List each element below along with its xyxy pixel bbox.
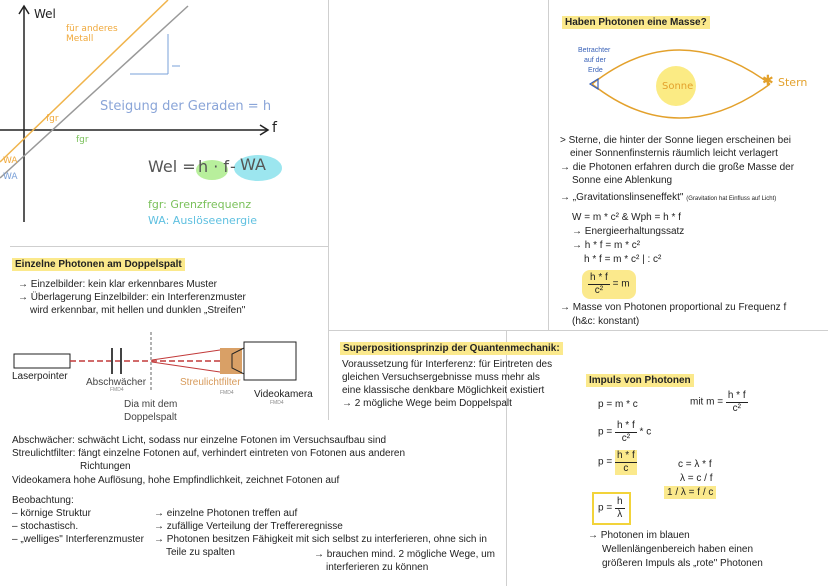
def-filter: Streulichtfilter: fängt einzelne Fotonen auf, verhindert eintreten von Fotonen aus anderen [12, 448, 406, 459]
masse-title: Haben Photonen eine Masse? [562, 16, 710, 29]
obs2-right: → zufällige Verteilung der Treffereregnisse [154, 521, 343, 532]
masse-eq3: → h * f = m * c² [572, 240, 641, 251]
observer-1: Betrachter [578, 47, 611, 54]
section-title-photons: Einzelne Photonen am Doppelspalt [12, 258, 185, 271]
def-abschwaecher: Abschwächer: schwächt Licht, sodass nur einzelne Fotonen im Versuchsaufbau sind [12, 435, 387, 446]
impuls-eq3-frac: $\frac{h * f}{c}$ [616, 450, 635, 474]
label-laserpointer: Laserpointer [12, 371, 68, 382]
impuls-mit [690, 390, 748, 415]
legend-fgr: fgr: Grenzfrequenz [148, 198, 252, 211]
label-other-metal: für anderes Metall [66, 24, 118, 44]
masse-frac: $\frac{h * f}{\text{c²}}$ [590, 272, 608, 296]
axis-label-wel: Wel [34, 7, 56, 21]
label-filter-sub: FMD4 [220, 390, 234, 396]
impuls-c2: Wellenlängenbereich haben einen [602, 544, 754, 555]
impuls-eq2-frac: $\frac{h * f}{\text{c²}}$ [616, 420, 635, 444]
impuls-eq4-frac: $\frac{h}{\lambda}$ [616, 496, 623, 520]
masse-p4: → Masse von Photonen proportional zu Frequenz f [560, 302, 787, 313]
formula-wel: Wel = [148, 157, 196, 176]
def-filter-2: Richtungen [80, 461, 131, 472]
label-dia-1: Dia mit dem [124, 399, 178, 410]
label-abschwaecher: Abschwächer [86, 377, 147, 388]
divider-v-left [328, 0, 329, 330]
formula-minus: - [230, 157, 236, 176]
divider-h-left [10, 246, 328, 247]
observer-2: auf der [584, 57, 606, 64]
star-icon: ✱ [762, 72, 774, 88]
label-fgr-orange: fgr [46, 114, 59, 124]
formula-hf: h · f [198, 157, 230, 176]
impuls-eq2-r: * c [639, 426, 652, 438]
masse-eq1: W = m * c² & Wph = h * f [572, 212, 681, 223]
obs3-right-2: Teile zu spalten [166, 547, 235, 558]
obs1-right: → einzelne Photonen treffen auf [154, 508, 298, 519]
impuls-eq2 [598, 420, 651, 445]
obs4: → brauchen mind. 2 mögliche Wege, um [314, 549, 496, 560]
masse-eq4: h * f = m * c² | : c² [584, 254, 662, 265]
label-abschwaecher-sub: FMD4 [110, 387, 124, 393]
star-label: Stern [778, 76, 808, 89]
label-kamera: Videokamera [254, 389, 313, 400]
obs3-left: – „welliges" Interferenzmuster [12, 534, 144, 545]
impuls-eq3 [598, 450, 637, 475]
obs1-left: – körnige Struktur [12, 508, 91, 519]
superposition-l3: eine klassische denkbare Möglichkeit existiert [342, 385, 545, 396]
photons-line1: → Einzelbilder: kein klar erkennbares Muster [18, 279, 217, 290]
label-slope: Steigung der Geraden = h [100, 99, 272, 114]
superposition-l2: gleichen Versuchsergebnisse muss mehr als [342, 372, 540, 383]
masse-p2: → die Photonen erfahren durch die große Masse der [560, 162, 795, 173]
axis-label-f: f [272, 120, 277, 136]
masse-p3-text: → „Gravitationslinseneffekt" [560, 192, 684, 203]
masse-eq2: → Energieerhaltungssatz [572, 226, 685, 237]
impuls-c3: größeren Impuls als „rote" Photonen [602, 558, 763, 569]
label-wa-blue: WA [3, 172, 18, 182]
masse-p4b: (h&c: konstant) [572, 316, 640, 327]
impuls-r3: 1 / λ = f / c [664, 486, 716, 499]
obs4-b: interferieren zu können [326, 562, 429, 573]
impuls-c1: → Photonen im blauen [588, 530, 690, 541]
impuls-mit-label: mit m = [690, 396, 724, 408]
impuls-r1: c = λ * f [678, 459, 712, 470]
superposition-title: Superpositionsprinzip der Quantenmechanik: [340, 342, 563, 355]
superposition-l4: → 2 mögliche Wege beim Doppelspalt [342, 398, 512, 409]
impuls-eq1: p = m * c [598, 399, 638, 410]
impuls-eq3-l: p = [598, 456, 613, 468]
masse-frac-r: = m [612, 278, 630, 290]
obs-title: Beobachtung: [12, 495, 74, 506]
masse-p1b: einer Sonnenfinsternis räumlich leicht verlagert [570, 148, 778, 159]
legend-wa: WA: Auslöseenergie [148, 214, 257, 227]
masse-mass-fraction [582, 270, 636, 299]
divider-h-mid [328, 330, 828, 331]
label-wa-orange: WA [3, 156, 18, 166]
label-kamera-sub: FMD4 [270, 400, 284, 406]
obs3-right: → Photonen besitzen Fähigkeit mit sich selbst zu interferieren, ohne sich in [154, 534, 487, 545]
formula-wa: WA [240, 155, 266, 174]
masse-p3 [560, 191, 776, 206]
def-kamera: Videokamera hohe Auflösung, hohe Empfindlichkeit, zeichnet Fotonen auf [12, 475, 340, 486]
sun-label: Sonne [662, 81, 694, 92]
masse-p2b: Sonne eine Ablenkung [572, 175, 673, 186]
impuls-r2: λ = c / f [680, 473, 713, 484]
photons-line3: wird erkennbar, mit hellen und dunklen „Streifen" [30, 305, 246, 316]
photons-line2: → Überlagerung Einzelbilder: ein Interferenzmuster [18, 292, 246, 303]
obs2-left: – stochastisch. [12, 521, 79, 532]
impuls-eq4 [592, 492, 631, 525]
impuls-eq4-l: p = [598, 502, 613, 514]
observer-3: Erde [588, 67, 603, 74]
masse-p1: > Sterne, die hinter der Sonne liegen erscheinen bei [560, 135, 791, 146]
masse-p3-small: (Gravitation hat Einfluss auf Licht) [686, 196, 777, 202]
superposition-l1: Voraussetzung für Interferenz: für Eintreten des [342, 359, 553, 370]
label-filter: Streulichtfilter [180, 377, 241, 388]
impuls-eq2-l: p = [598, 426, 613, 438]
label-dia-2: Doppelspalt [124, 412, 177, 423]
label-fgr-green: fgr [76, 135, 89, 145]
impuls-mit-frac: $\frac{h * f}{\text{c²}}$ [727, 390, 746, 414]
divider-v-mid3 [328, 330, 329, 420]
impuls-title: Impuls von Photonen [586, 374, 694, 387]
